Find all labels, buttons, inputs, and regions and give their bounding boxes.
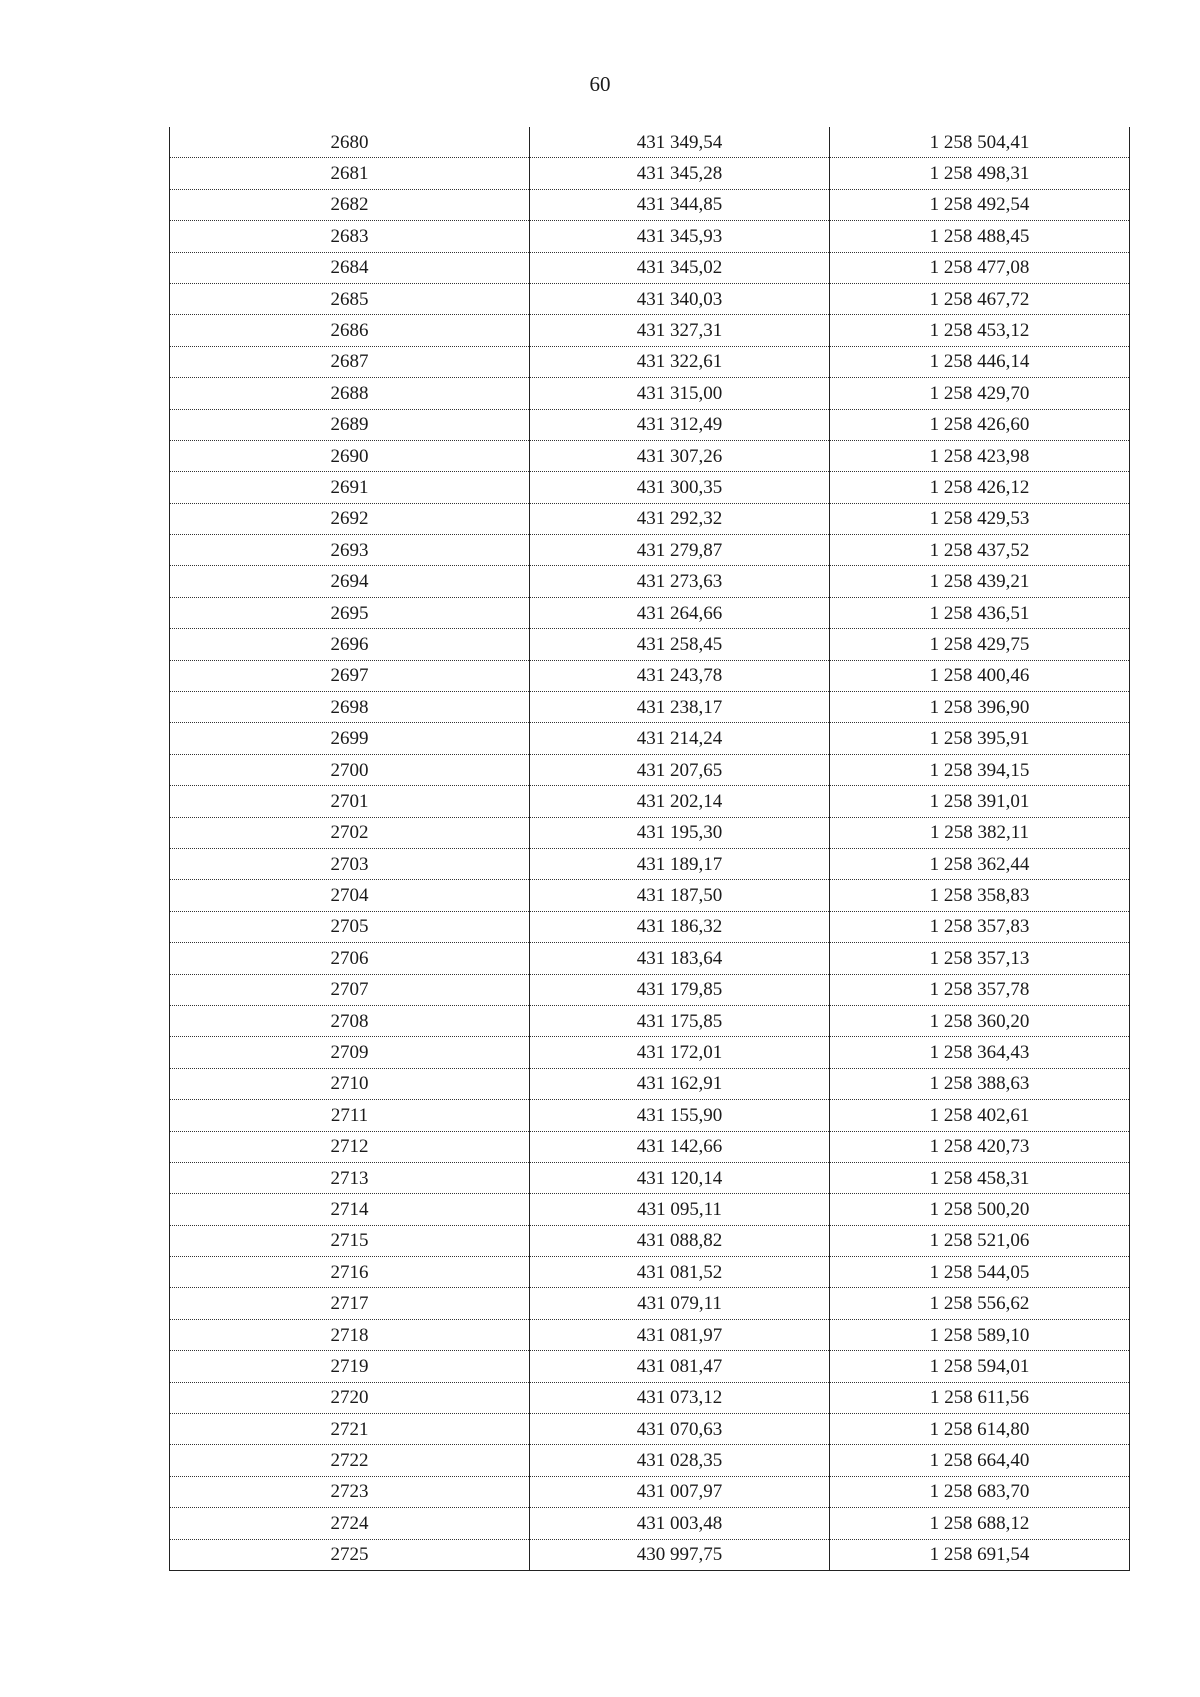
y-coordinate-cell: 1 258 400,46 bbox=[830, 660, 1130, 691]
point-number-cell: 2683 bbox=[170, 221, 530, 252]
point-number-cell: 2715 bbox=[170, 1225, 530, 1256]
point-number-cell: 2685 bbox=[170, 283, 530, 314]
table-row bbox=[170, 723, 1130, 754]
table-row bbox=[170, 440, 1130, 471]
point-number-cell: 2719 bbox=[170, 1351, 530, 1382]
y-coordinate-cell: 1 258 688,12 bbox=[830, 1508, 1130, 1539]
y-coordinate-cell: 1 258 614,80 bbox=[830, 1414, 1130, 1445]
x-coordinate-cell: 431 162,91 bbox=[530, 1068, 830, 1099]
point-number-cell: 2682 bbox=[170, 189, 530, 220]
table-row bbox=[170, 127, 1130, 158]
x-coordinate-cell: 431 345,02 bbox=[530, 252, 830, 283]
x-coordinate-cell: 431 300,35 bbox=[530, 472, 830, 503]
x-coordinate-cell: 431 207,65 bbox=[530, 754, 830, 785]
table-row bbox=[170, 1005, 1130, 1036]
y-coordinate-cell: 1 258 423,98 bbox=[830, 440, 1130, 471]
table-row bbox=[170, 1131, 1130, 1162]
point-number-cell: 2714 bbox=[170, 1194, 530, 1225]
x-coordinate-cell: 430 997,75 bbox=[530, 1539, 830, 1570]
point-number-cell: 2700 bbox=[170, 754, 530, 785]
y-coordinate-cell: 1 258 388,63 bbox=[830, 1068, 1130, 1099]
point-number-cell: 2707 bbox=[170, 974, 530, 1005]
point-number-cell: 2710 bbox=[170, 1068, 530, 1099]
y-coordinate-cell: 1 258 394,15 bbox=[830, 754, 1130, 785]
y-coordinate-cell: 1 258 402,61 bbox=[830, 1100, 1130, 1131]
y-coordinate-cell: 1 258 521,06 bbox=[830, 1225, 1130, 1256]
x-coordinate-cell: 431 214,24 bbox=[530, 723, 830, 754]
y-coordinate-cell: 1 258 691,54 bbox=[830, 1539, 1130, 1570]
y-coordinate-cell: 1 258 467,72 bbox=[830, 283, 1130, 314]
x-coordinate-cell: 431 264,66 bbox=[530, 597, 830, 628]
table-row bbox=[170, 1257, 1130, 1288]
table-row bbox=[170, 346, 1130, 377]
table-row bbox=[170, 158, 1130, 189]
y-coordinate-cell: 1 258 500,20 bbox=[830, 1194, 1130, 1225]
y-coordinate-cell: 1 258 357,83 bbox=[830, 911, 1130, 942]
x-coordinate-cell: 431 258,45 bbox=[530, 629, 830, 660]
point-number-cell: 2713 bbox=[170, 1162, 530, 1193]
y-coordinate-cell: 1 258 437,52 bbox=[830, 535, 1130, 566]
table-row bbox=[170, 880, 1130, 911]
table-row bbox=[170, 754, 1130, 785]
point-number-cell: 2694 bbox=[170, 566, 530, 597]
point-number-cell: 2688 bbox=[170, 378, 530, 409]
point-number-cell: 2686 bbox=[170, 315, 530, 346]
x-coordinate-cell: 431 340,03 bbox=[530, 283, 830, 314]
point-number-cell: 2702 bbox=[170, 817, 530, 848]
table-row bbox=[170, 1351, 1130, 1382]
table-row bbox=[170, 1508, 1130, 1539]
y-coordinate-cell: 1 258 429,70 bbox=[830, 378, 1130, 409]
table-row bbox=[170, 409, 1130, 440]
y-coordinate-cell: 1 258 492,54 bbox=[830, 189, 1130, 220]
table-row bbox=[170, 472, 1130, 503]
point-number-cell: 2687 bbox=[170, 346, 530, 377]
x-coordinate-cell: 431 186,32 bbox=[530, 911, 830, 942]
point-number-cell: 2708 bbox=[170, 1005, 530, 1036]
x-coordinate-cell: 431 322,61 bbox=[530, 346, 830, 377]
point-number-cell: 2695 bbox=[170, 597, 530, 628]
table-row bbox=[170, 1476, 1130, 1507]
point-number-cell: 2693 bbox=[170, 535, 530, 566]
y-coordinate-cell: 1 258 420,73 bbox=[830, 1131, 1130, 1162]
y-coordinate-cell: 1 258 357,13 bbox=[830, 943, 1130, 974]
x-coordinate-cell: 431 187,50 bbox=[530, 880, 830, 911]
x-coordinate-cell: 431 088,82 bbox=[530, 1225, 830, 1256]
point-number-cell: 2680 bbox=[170, 127, 530, 158]
y-coordinate-cell: 1 258 358,83 bbox=[830, 880, 1130, 911]
page-number: 60 bbox=[589, 72, 611, 96]
table-row bbox=[170, 692, 1130, 723]
table-row bbox=[170, 786, 1130, 817]
point-number-cell: 2704 bbox=[170, 880, 530, 911]
table-row bbox=[170, 817, 1130, 848]
point-number-cell: 2721 bbox=[170, 1414, 530, 1445]
point-number-cell: 2711 bbox=[170, 1100, 530, 1131]
x-coordinate-cell: 431 195,30 bbox=[530, 817, 830, 848]
point-number-cell: 2712 bbox=[170, 1131, 530, 1162]
table-row bbox=[170, 660, 1130, 691]
table-row bbox=[170, 1445, 1130, 1476]
x-coordinate-cell: 431 327,31 bbox=[530, 315, 830, 346]
table-row bbox=[170, 1319, 1130, 1350]
x-coordinate-cell: 431 243,78 bbox=[530, 660, 830, 691]
table-row bbox=[170, 1194, 1130, 1225]
x-coordinate-cell: 431 307,26 bbox=[530, 440, 830, 471]
x-coordinate-cell: 431 070,63 bbox=[530, 1414, 830, 1445]
table-row bbox=[170, 1539, 1130, 1570]
x-coordinate-cell: 431 345,28 bbox=[530, 158, 830, 189]
y-coordinate-cell: 1 258 357,78 bbox=[830, 974, 1130, 1005]
y-coordinate-cell: 1 258 477,08 bbox=[830, 252, 1130, 283]
table-row bbox=[170, 252, 1130, 283]
table-row bbox=[170, 189, 1130, 220]
x-coordinate-cell: 431 081,97 bbox=[530, 1319, 830, 1350]
point-number-cell: 2696 bbox=[170, 629, 530, 660]
point-number-cell: 2720 bbox=[170, 1382, 530, 1413]
y-coordinate-cell: 1 258 396,90 bbox=[830, 692, 1130, 723]
table-row bbox=[170, 378, 1130, 409]
point-number-cell: 2699 bbox=[170, 723, 530, 754]
point-number-cell: 2725 bbox=[170, 1539, 530, 1570]
table-row bbox=[170, 1162, 1130, 1193]
y-coordinate-cell: 1 258 589,10 bbox=[830, 1319, 1130, 1350]
y-coordinate-cell: 1 258 364,43 bbox=[830, 1037, 1130, 1068]
y-coordinate-cell: 1 258 360,20 bbox=[830, 1005, 1130, 1036]
table-row bbox=[170, 1068, 1130, 1099]
y-coordinate-cell: 1 258 488,45 bbox=[830, 221, 1130, 252]
table-row bbox=[170, 221, 1130, 252]
y-coordinate-cell: 1 258 498,31 bbox=[830, 158, 1130, 189]
coordinates-table-body bbox=[170, 127, 1130, 1570]
point-number-cell: 2718 bbox=[170, 1319, 530, 1350]
coordinates-table bbox=[169, 127, 1130, 1571]
point-number-cell: 2724 bbox=[170, 1508, 530, 1539]
point-number-cell: 2705 bbox=[170, 911, 530, 942]
point-number-cell: 2689 bbox=[170, 409, 530, 440]
y-coordinate-cell: 1 258 436,51 bbox=[830, 597, 1130, 628]
point-number-cell: 2698 bbox=[170, 692, 530, 723]
x-coordinate-cell: 431 073,12 bbox=[530, 1382, 830, 1413]
table-row bbox=[170, 848, 1130, 879]
x-coordinate-cell: 431 095,11 bbox=[530, 1194, 830, 1225]
point-number-cell: 2703 bbox=[170, 848, 530, 879]
x-coordinate-cell: 431 120,14 bbox=[530, 1162, 830, 1193]
point-number-cell: 2684 bbox=[170, 252, 530, 283]
table-row bbox=[170, 943, 1130, 974]
table-row bbox=[170, 1288, 1130, 1319]
x-coordinate-cell: 431 292,32 bbox=[530, 503, 830, 534]
y-coordinate-cell: 1 258 395,91 bbox=[830, 723, 1130, 754]
x-coordinate-cell: 431 238,17 bbox=[530, 692, 830, 723]
x-coordinate-cell: 431 312,49 bbox=[530, 409, 830, 440]
y-coordinate-cell: 1 258 611,56 bbox=[830, 1382, 1130, 1413]
point-number-cell: 2723 bbox=[170, 1476, 530, 1507]
point-number-cell: 2716 bbox=[170, 1257, 530, 1288]
x-coordinate-cell: 431 189,17 bbox=[530, 848, 830, 879]
x-coordinate-cell: 431 183,64 bbox=[530, 943, 830, 974]
x-coordinate-cell: 431 349,54 bbox=[530, 127, 830, 158]
x-coordinate-cell: 431 007,97 bbox=[530, 1476, 830, 1507]
y-coordinate-cell: 1 258 453,12 bbox=[830, 315, 1130, 346]
y-coordinate-cell: 1 258 439,21 bbox=[830, 566, 1130, 597]
table-row bbox=[170, 597, 1130, 628]
table-row bbox=[170, 1382, 1130, 1413]
y-coordinate-cell: 1 258 362,44 bbox=[830, 848, 1130, 879]
y-coordinate-cell: 1 258 664,40 bbox=[830, 1445, 1130, 1476]
x-coordinate-cell: 431 003,48 bbox=[530, 1508, 830, 1539]
x-coordinate-cell: 431 202,14 bbox=[530, 786, 830, 817]
x-coordinate-cell: 431 028,35 bbox=[530, 1445, 830, 1476]
table-row bbox=[170, 535, 1130, 566]
point-number-cell: 2706 bbox=[170, 943, 530, 974]
table-row bbox=[170, 629, 1130, 660]
x-coordinate-cell: 431 081,47 bbox=[530, 1351, 830, 1382]
y-coordinate-cell: 1 258 382,11 bbox=[830, 817, 1130, 848]
y-coordinate-cell: 1 258 683,70 bbox=[830, 1476, 1130, 1507]
y-coordinate-cell: 1 258 426,12 bbox=[830, 472, 1130, 503]
x-coordinate-cell: 431 179,85 bbox=[530, 974, 830, 1005]
point-number-cell: 2692 bbox=[170, 503, 530, 534]
x-coordinate-cell: 431 344,85 bbox=[530, 189, 830, 220]
table-row bbox=[170, 1037, 1130, 1068]
table-row bbox=[170, 315, 1130, 346]
table-row bbox=[170, 911, 1130, 942]
x-coordinate-cell: 431 279,87 bbox=[530, 535, 830, 566]
table-row bbox=[170, 283, 1130, 314]
x-coordinate-cell: 431 081,52 bbox=[530, 1257, 830, 1288]
y-coordinate-cell: 1 258 458,31 bbox=[830, 1162, 1130, 1193]
table-row bbox=[170, 1414, 1130, 1445]
x-coordinate-cell: 431 315,00 bbox=[530, 378, 830, 409]
table-row bbox=[170, 503, 1130, 534]
y-coordinate-cell: 1 258 426,60 bbox=[830, 409, 1130, 440]
x-coordinate-cell: 431 079,11 bbox=[530, 1288, 830, 1319]
point-number-cell: 2709 bbox=[170, 1037, 530, 1068]
point-number-cell: 2690 bbox=[170, 440, 530, 471]
point-number-cell: 2681 bbox=[170, 158, 530, 189]
point-number-cell: 2717 bbox=[170, 1288, 530, 1319]
x-coordinate-cell: 431 175,85 bbox=[530, 1005, 830, 1036]
y-coordinate-cell: 1 258 391,01 bbox=[830, 786, 1130, 817]
point-number-cell: 2701 bbox=[170, 786, 530, 817]
point-number-cell: 2691 bbox=[170, 472, 530, 503]
y-coordinate-cell: 1 258 594,01 bbox=[830, 1351, 1130, 1382]
y-coordinate-cell: 1 258 446,14 bbox=[830, 346, 1130, 377]
point-number-cell: 2697 bbox=[170, 660, 530, 691]
point-number-cell: 2722 bbox=[170, 1445, 530, 1476]
y-coordinate-cell: 1 258 429,53 bbox=[830, 503, 1130, 534]
table-row bbox=[170, 1100, 1130, 1131]
x-coordinate-cell: 431 142,66 bbox=[530, 1131, 830, 1162]
y-coordinate-cell: 1 258 504,41 bbox=[830, 127, 1130, 158]
table-row bbox=[170, 974, 1130, 1005]
x-coordinate-cell: 431 172,01 bbox=[530, 1037, 830, 1068]
y-coordinate-cell: 1 258 429,75 bbox=[830, 629, 1130, 660]
table-row bbox=[170, 1225, 1130, 1256]
x-coordinate-cell: 431 155,90 bbox=[530, 1100, 830, 1131]
x-coordinate-cell: 431 345,93 bbox=[530, 221, 830, 252]
table-row bbox=[170, 566, 1130, 597]
x-coordinate-cell: 431 273,63 bbox=[530, 566, 830, 597]
y-coordinate-cell: 1 258 544,05 bbox=[830, 1257, 1130, 1288]
y-coordinate-cell: 1 258 556,62 bbox=[830, 1288, 1130, 1319]
